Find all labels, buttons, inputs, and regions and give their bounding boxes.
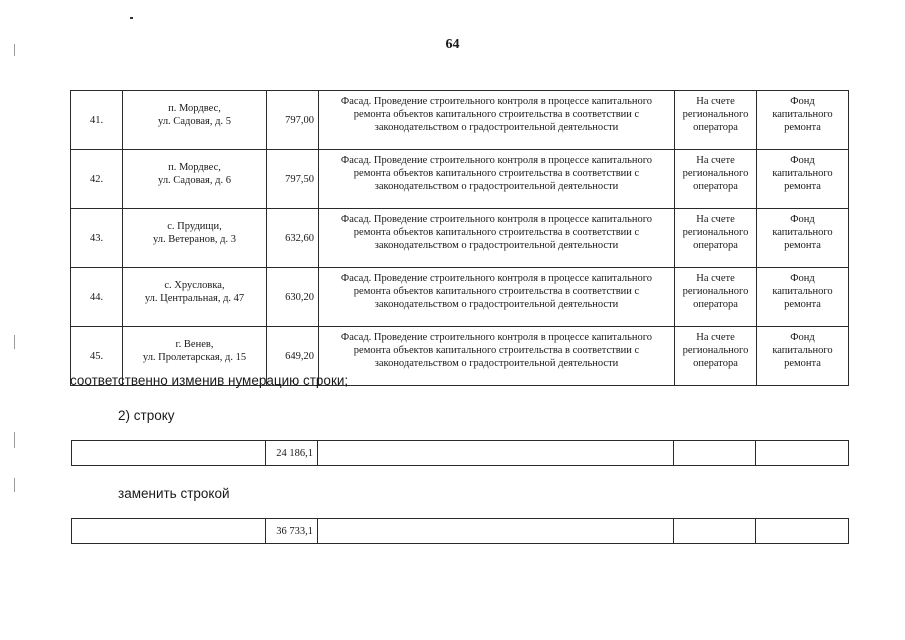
- work-cell: [318, 441, 674, 466]
- account-cell: На счете регионального оператора: [675, 150, 757, 209]
- address-settlement: с. Хрусловка,: [164, 280, 225, 291]
- fund-cell: [756, 441, 849, 466]
- address-street: ул. Садовая, д. 5: [158, 116, 231, 127]
- address-settlement: п. Мордвес,: [168, 162, 221, 173]
- address-street: ул. Центральная, д. 47: [144, 293, 245, 304]
- row-number: 43.: [71, 209, 123, 268]
- fund-cell: Фонд капитального ремонта: [757, 327, 849, 386]
- area-cell: 797,50: [267, 150, 319, 209]
- account-cell: На счете регионального оператора: [675, 327, 757, 386]
- old-row-table: [71, 440, 849, 466]
- table-row: [71, 268, 849, 327]
- fund-cell: Фонд капитального ремонта: [757, 209, 849, 268]
- area-cell: 630,20: [267, 268, 319, 327]
- margin-mark: [14, 44, 15, 56]
- table-row: [72, 441, 849, 466]
- fund-cell: Фонд капитального ремонта: [757, 150, 849, 209]
- account-cell: На счете регионального оператора: [675, 209, 757, 268]
- table-row: [72, 519, 849, 544]
- account-cell: На счете регионального оператора: [675, 268, 757, 327]
- account-cell: [674, 441, 756, 466]
- address-street: ул. Пролетарская, д. 15: [142, 352, 247, 363]
- address-settlement: п. Мордвес,: [168, 103, 221, 114]
- account-cell: На счете регионального оператора: [675, 91, 757, 150]
- address-cell: [123, 268, 267, 327]
- row-number: 44.: [71, 268, 123, 327]
- page-number: 64: [445, 37, 460, 52]
- renumber-note: соответственно изменив нумерацию строки;: [70, 373, 349, 388]
- fund-cell: Фонд капитального ремонта: [757, 268, 849, 327]
- address-cell: [123, 209, 267, 268]
- work-cell: Фасад. Проведение строительного контроля в процессе капитального ремонта объектов капитального строительства в соответствии с законодательством о градостроительной деятельности: [319, 327, 675, 386]
- margin-mark: [14, 432, 15, 448]
- address-settlement: с. Прудищи,: [167, 221, 222, 232]
- work-cell: Фасад. Проведение строительного контроля в процессе капитального ремонта объектов капитального строительства в соответствии с законодательством о градостроительной деятельности: [319, 91, 675, 150]
- address-cell: [72, 519, 266, 544]
- work-cell: Фасад. Проведение строительного контроля в процессе капитального ремонта объектов капитального строительства в соответствии с законодательством о градостроительной деятельности: [319, 268, 675, 327]
- replace-label: заменить строкой: [118, 486, 230, 501]
- speck-mark: [130, 17, 133, 19]
- table-row: [71, 209, 849, 268]
- row-number: 41.: [71, 91, 123, 150]
- address-street: ул. Садовая, д. 6: [158, 175, 231, 186]
- margin-mark: [14, 478, 15, 492]
- work-cell: [318, 519, 674, 544]
- address-settlement: г. Венев,: [175, 339, 214, 350]
- address-cell: [123, 150, 267, 209]
- table-row: [71, 91, 849, 150]
- work-cell: Фасад. Проведение строительного контроля в процессе капитального ремонта объектов капитального строительства в соответствии с законодательством о градостроительной деятельности: [319, 209, 675, 268]
- area-cell: 24 186,1: [266, 441, 318, 466]
- item-2-label: 2) строку: [118, 408, 175, 423]
- area-cell: 649,20: [267, 327, 319, 386]
- address-street: ул. Ветеранов, д. 3: [152, 234, 237, 245]
- area-cell: 632,60: [267, 209, 319, 268]
- address-cell: [123, 91, 267, 150]
- margin-mark: [14, 335, 15, 349]
- area-cell: 797,00: [267, 91, 319, 150]
- area-cell: 36 733,1: [266, 519, 318, 544]
- row-number: 42.: [71, 150, 123, 209]
- work-cell: Фасад. Проведение строительного контроля в процессе капитального ремонта объектов капитального строительства в соответствии с законодательством о градостроительной деятельности: [319, 150, 675, 209]
- address-cell: [72, 441, 266, 466]
- fund-cell: Фонд капитального ремонта: [757, 91, 849, 150]
- fund-cell: [756, 519, 849, 544]
- new-row-table: [71, 518, 849, 544]
- account-cell: [674, 519, 756, 544]
- row-number: 45.: [71, 327, 123, 386]
- table-row: [71, 150, 849, 209]
- renovation-table: [70, 90, 849, 386]
